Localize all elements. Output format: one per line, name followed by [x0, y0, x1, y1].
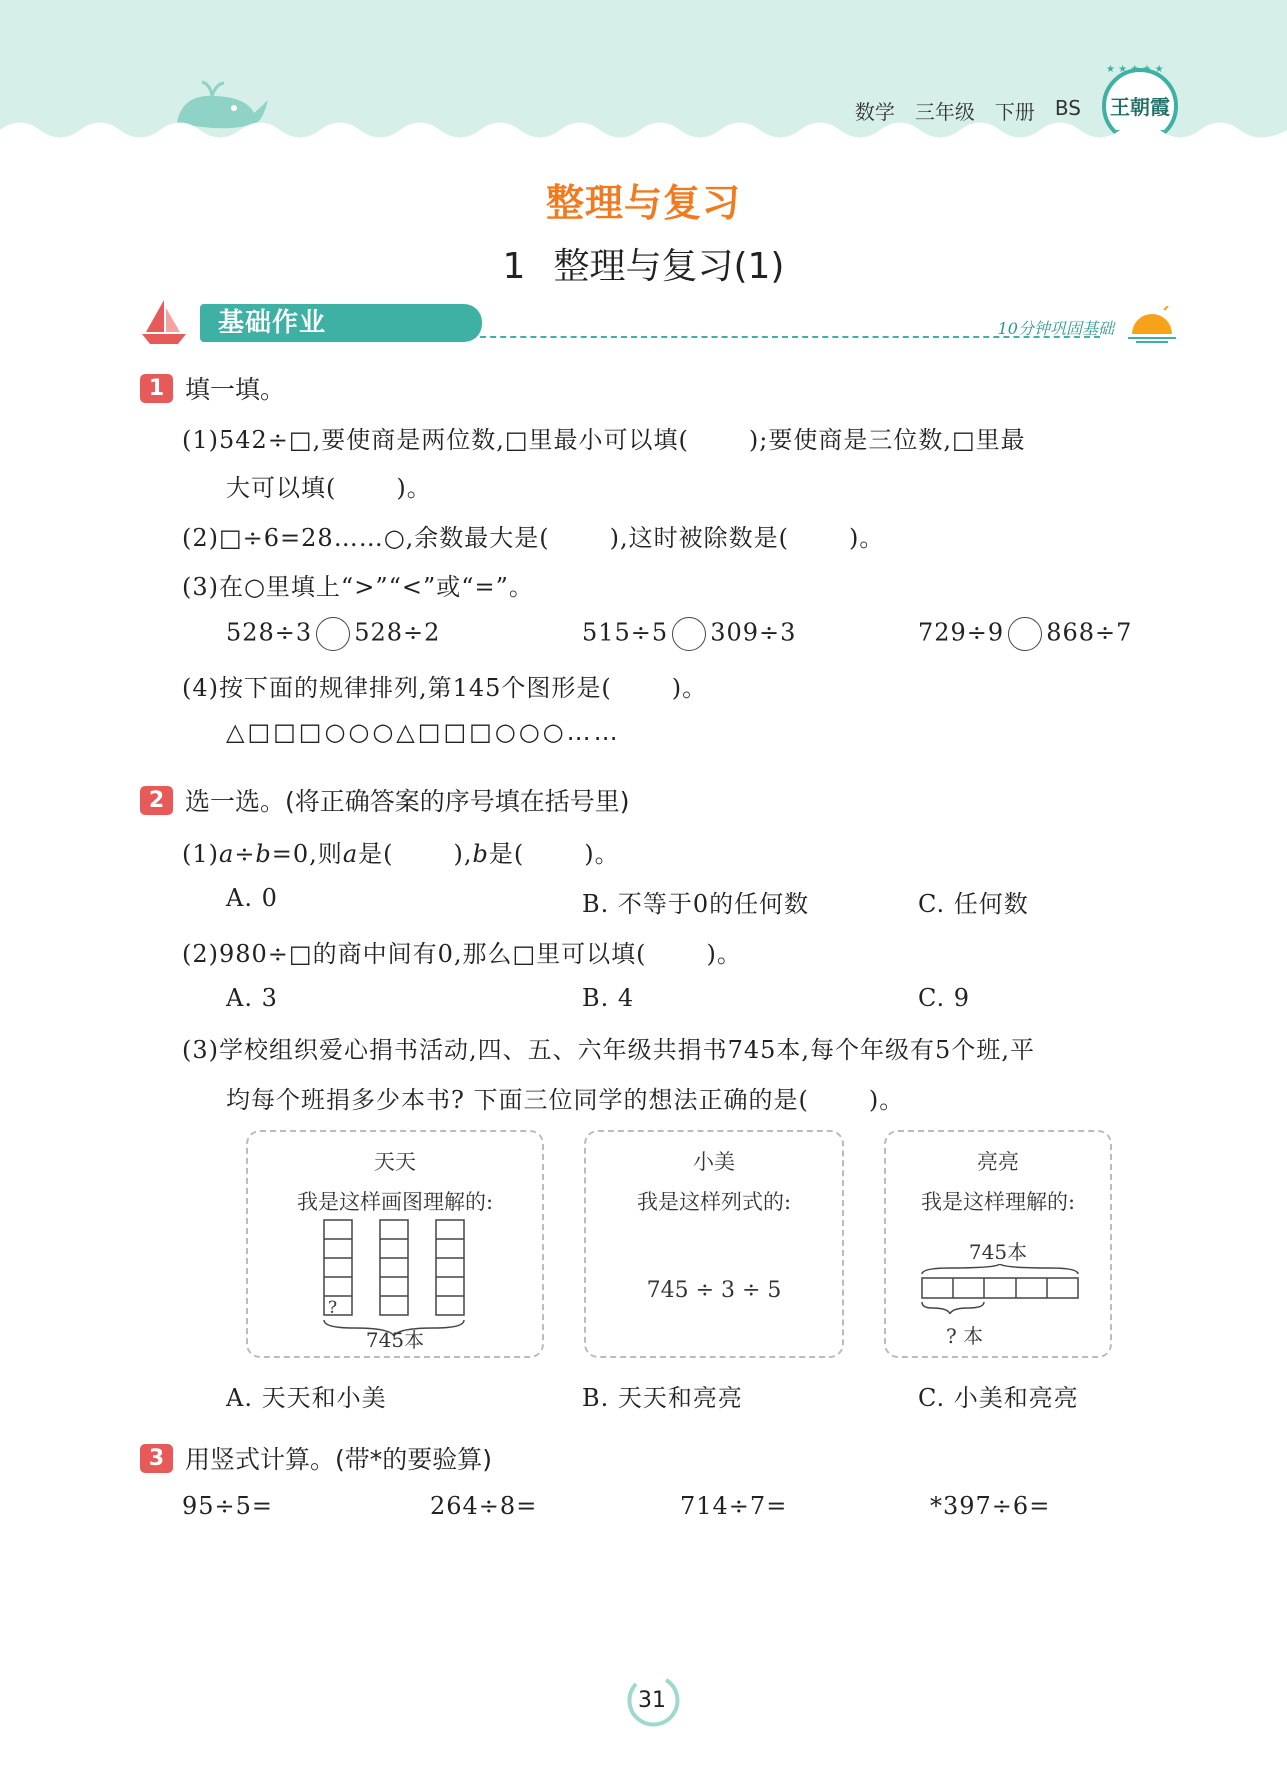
calc-item-4: *397÷6= — [930, 1492, 1051, 1520]
q2-s1-text: )。 — [584, 840, 620, 868]
compare-right: 309÷3 — [710, 618, 797, 647]
q2-number-badge: 2 — [140, 786, 173, 815]
lesson-name: 整理与复习(1) — [553, 246, 785, 287]
q1-p1-text-d: )。 — [396, 474, 432, 502]
header-wave-decoration — [0, 110, 1287, 150]
card-liangliang — [884, 1130, 1112, 1358]
total-label: 745本 — [365, 1328, 425, 1352]
option-b[interactable]: B. 天天和亮亮 — [582, 1384, 743, 1412]
q1-p2-text-c: )。 — [849, 524, 885, 552]
calc-item-1: 95÷5= — [182, 1492, 274, 1520]
compare-circle[interactable] — [672, 617, 706, 651]
lesson-number: 1 — [502, 246, 526, 287]
unknown-part-label: ? 本 — [946, 1324, 984, 1348]
q1-part1-line1 — [182, 420, 1026, 455]
page-number: 31 — [638, 1688, 666, 1713]
total-label: 745本 — [968, 1240, 1028, 1264]
shape-pattern: △□□□○○○△□□□○○○…… — [226, 718, 621, 746]
volume-label: 下册 — [994, 100, 1035, 124]
q1-p2-text-b: ),这时被除数是( — [609, 524, 789, 552]
q2-s2-text-a: (2)980÷□的商中间有0,那么□里可以填( — [182, 940, 647, 968]
card-statement: 我是这样理解的: — [920, 1190, 1076, 1214]
card-name: 天天 — [374, 1150, 416, 1174]
page-header — [0, 0, 1287, 150]
q2-s1-text: (1) — [182, 840, 219, 868]
q2-s1-text: 是( — [488, 840, 525, 868]
q1-heading — [140, 370, 285, 406]
q1-p4-text-a: (4)按下面的规律排列,第145个图形是( — [182, 674, 612, 702]
sunset-icon — [1124, 306, 1180, 346]
compare-left: 515÷5 — [582, 618, 669, 647]
card-name: 小美 — [693, 1150, 735, 1174]
banner-label: 基础作业 — [200, 304, 482, 342]
option-c[interactable]: C. 9 — [918, 984, 971, 1012]
compare-item-3 — [918, 617, 1132, 651]
q2-s1-text: 是( — [358, 840, 394, 868]
option-b[interactable]: B. 不等于0的任何数 — [582, 890, 810, 918]
grade-label: 三年级 — [914, 100, 975, 124]
variable-a: a — [219, 840, 235, 868]
compare-left: 729÷9 — [918, 618, 1005, 647]
edition-label: BS — [1054, 96, 1081, 120]
q2-title: 选一选。(将正确答案的序号填在括号里) — [185, 787, 630, 816]
q3-number-badge: 3 — [140, 1444, 173, 1473]
q1-p4-text-b: )。 — [671, 674, 708, 702]
segment-diagram — [920, 1264, 1080, 1314]
q1-p1-text-a: (1)542÷□,要使商是两位数,□里最小可以填( — [182, 426, 689, 454]
calc-item-2: 264÷8= — [430, 1492, 538, 1520]
compare-right: 528÷2 — [354, 618, 441, 647]
variable-a: a — [342, 840, 359, 868]
q1-part3: (3)在○里填上“>”“<”或“=”。 — [182, 573, 534, 601]
card-statement: 我是这样画图理解的: — [296, 1190, 494, 1214]
compare-item-2 — [582, 617, 796, 651]
card-name: 亮亮 — [977, 1150, 1019, 1174]
calc-item-3: 714÷7= — [680, 1492, 788, 1520]
card-tiantian — [246, 1130, 544, 1358]
card-expression: 745 ÷ 3 ÷ 5 — [646, 1278, 782, 1303]
svg-text:★ ★ ★ ★ ★: ★ ★ ★ ★ ★ — [1106, 64, 1164, 75]
option-c[interactable]: C. 小美和亮亮 — [918, 1384, 1079, 1412]
q1-part4 — [182, 668, 707, 703]
sailboat-icon — [140, 298, 188, 346]
q2-sub3-line2 — [226, 1080, 904, 1115]
section-title: 整理与复习 — [545, 181, 741, 225]
q1-p1-text-c: 大可以填( — [226, 474, 337, 502]
option-a[interactable]: A. 天天和小美 — [226, 1384, 387, 1412]
q1-p2-text-a: (2)□÷6=28……○,余数最大是( — [182, 524, 550, 552]
option-b[interactable]: B. 4 — [582, 984, 635, 1012]
basic-work-banner — [140, 298, 1180, 348]
q1-number-badge: 1 — [140, 374, 173, 403]
q2-s1-text: ), — [453, 840, 473, 868]
q2-s3-text-c: )。 — [868, 1086, 905, 1114]
compare-right: 868÷7 — [1046, 618, 1133, 647]
q2-s1-text: ÷ — [234, 840, 256, 868]
variable-b: b — [255, 840, 272, 868]
q1-title: 填一填。 — [185, 375, 286, 404]
q2-heading — [140, 782, 630, 818]
card-statement: 我是这样列式的: — [636, 1190, 792, 1214]
compare-circle[interactable] — [316, 617, 350, 651]
q2-sub2 — [182, 934, 742, 969]
svg-text:王朝霞: 王朝霞 — [1110, 95, 1170, 119]
card-xiaomei — [584, 1130, 844, 1358]
option-c[interactable]: C. 任何数 — [918, 890, 1029, 918]
q2-s3-text-b: 均每个班捐多少本书? 下面三位同学的想法正确的是( — [226, 1086, 809, 1114]
compare-left: 528÷3 — [226, 618, 313, 647]
option-a[interactable]: A. 0 — [226, 884, 278, 912]
q1-p1-text-b: );要使商是三位数,□里最 — [748, 426, 1026, 454]
subject-label: 数学 — [854, 100, 895, 124]
q2-s1-text: =0,则 — [271, 840, 343, 868]
q1-part1-line2 — [226, 468, 432, 503]
q3-heading — [140, 1440, 492, 1476]
unknown-cell-label: ? — [328, 1298, 338, 1318]
lesson-title — [0, 238, 1287, 289]
q2-s2-text-b: )。 — [706, 940, 742, 968]
q1-part2 — [182, 518, 884, 553]
q3-title: 用竖式计算。(带*的要验算) — [185, 1445, 493, 1474]
variable-b: b — [472, 840, 489, 868]
banner-note: 10分钟巩固基础 — [997, 319, 1114, 338]
q2-sub3-line1: (3)学校组织爱心捐书活动,四、五、六年级共捐书745本,每个年级有5个班,平 — [182, 1036, 1035, 1064]
option-a[interactable]: A. 3 — [226, 984, 278, 1012]
compare-circle[interactable] — [1008, 617, 1042, 651]
compare-item-1 — [226, 617, 440, 651]
q2-sub1 — [182, 834, 620, 869]
